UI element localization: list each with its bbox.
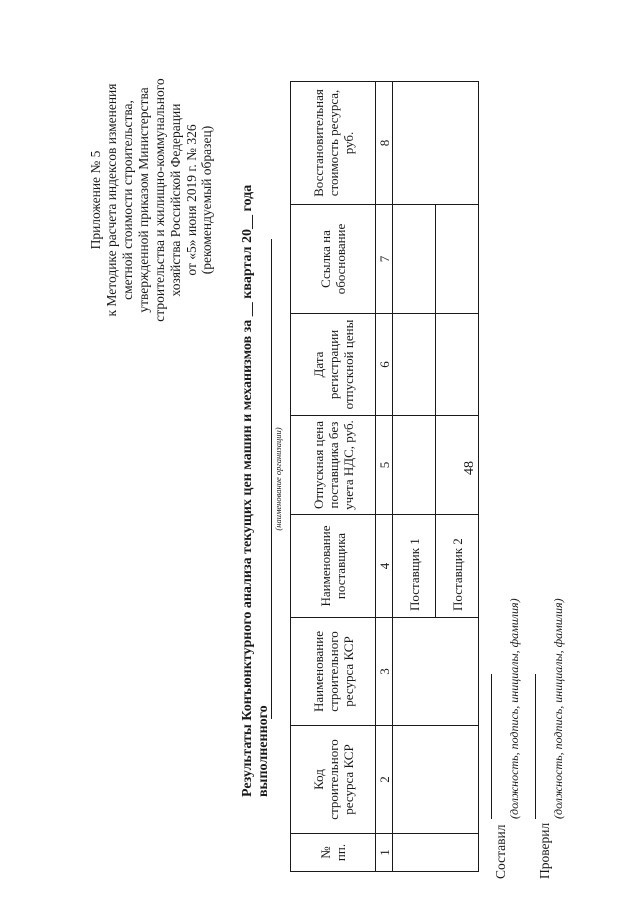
compiled-by-caption: (должность, подпись, инициалы, фамилия) xyxy=(507,598,521,819)
column-number-cell: 5 xyxy=(376,416,393,515)
organization-caption: (наименование организации) xyxy=(273,427,283,531)
table-cell xyxy=(393,205,436,314)
column-number-cell: 4 xyxy=(376,515,393,618)
document-title-continuation: выполненного xyxy=(256,705,271,797)
column-number-cell: 3 xyxy=(376,618,393,726)
document-title: Результаты Конъюнктурного анализа текущих цен машин и механизмов за __ квартал 20__ года xyxy=(240,184,255,797)
header-cell: Наименование поставщика xyxy=(291,515,376,618)
supplier-cell: Поставщик 1 xyxy=(393,515,436,618)
header-cell: Восстановительная стоимость ресурса, руб. xyxy=(291,82,376,205)
header-cell: Дата регистрации отпускной цены xyxy=(291,314,376,416)
header-cell: Отпускная цена поставщика без учета НДС, руб. xyxy=(291,416,376,515)
appendix-block xyxy=(88,35,200,365)
checked-by-signature-line xyxy=(535,674,536,819)
column-number-cell: 1 xyxy=(376,834,393,872)
page-number: 48 xyxy=(462,461,477,475)
supplier-cell: Поставщик 2 xyxy=(436,515,479,618)
header-cell: Наименование строительного ресурса КСР xyxy=(291,618,376,726)
header-cell: Ссылка на обоснование xyxy=(291,205,376,314)
appendix-line: сметной стоимости строительства, xyxy=(120,100,135,300)
organization-name-line xyxy=(271,239,272,719)
table-cell xyxy=(393,314,436,416)
column-number-cell: 2 xyxy=(376,726,393,834)
appendix-line: хозяйства Российской Федерации xyxy=(168,103,183,297)
table-cell xyxy=(436,205,479,314)
table-cell xyxy=(393,416,436,515)
column-number-cell: 8 xyxy=(376,82,393,205)
header-cell: № пп. xyxy=(291,834,376,872)
price-analysis-table xyxy=(290,81,479,872)
table-row xyxy=(393,82,436,872)
table-cell xyxy=(393,618,479,726)
appendix-line: к Методике расчета индексов изменения xyxy=(104,83,119,317)
recommended-sample-note: (рекомендуемый образец) xyxy=(199,125,214,275)
appendix-line: строительства и жилищно-коммунального xyxy=(152,78,167,322)
compiled-by-signature-line xyxy=(491,674,492,819)
appendix-line: утвержденной приказом Министерства xyxy=(136,87,151,313)
table-header-row xyxy=(291,82,376,872)
appendix-line: Приложение № 5 xyxy=(88,150,103,250)
appendix-line: от «5» июня 2019 г. № 326 xyxy=(184,124,199,276)
column-number-cell: 6 xyxy=(376,314,393,416)
column-number-row xyxy=(376,82,393,872)
column-number-cell: 7 xyxy=(376,205,393,314)
checked-by-caption: (должность, подпись, инициалы, фамилия) xyxy=(551,598,565,819)
table-cell xyxy=(436,416,479,515)
table-cell xyxy=(393,82,479,205)
table-cell xyxy=(393,726,479,834)
header-cell: Код строительного ресурса КСР xyxy=(291,726,376,834)
table-cell xyxy=(436,314,479,416)
table-cell xyxy=(393,834,479,872)
compiled-by-label: Составил xyxy=(493,824,508,879)
checked-by-label: Проверил xyxy=(537,822,552,879)
